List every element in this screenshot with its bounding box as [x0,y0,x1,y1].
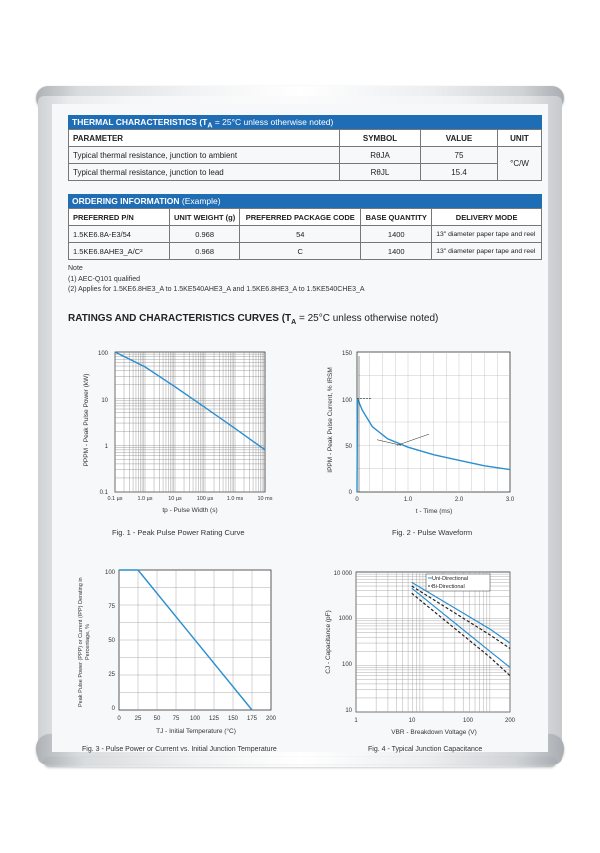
col-package-code: PREFERRED PACKAGE CODE [240,209,361,226]
fig1-ytick: 1 [104,444,108,450]
thermal-section-title: THERMAL CHARACTERISTICS ($T_A = 25^\circ C$ unless otherwise noted) [68,115,542,129]
fig1-ytick: 10 [101,398,108,404]
row-qty: 1400 [361,226,432,243]
table-row [69,147,542,164]
fig2-ytick: 50 [345,444,352,450]
fig1-xlabel: tp - Pulse Width (s) [162,507,218,514]
fig4-xtick: 1 [354,718,358,724]
fig4-ylabel: CJ - Capacitance (pF) [325,610,332,674]
fig1-plot-area [115,352,265,492]
fig1-xtick: 10 ms [257,496,273,502]
row-weight: 0.968 [170,226,240,243]
fig4-ytick: 1000 [338,616,352,622]
row-mode: 13" diameter paper tape and reel [432,243,542,260]
fig3-xtick: 175 [246,716,258,722]
fig3-ytick: 100 [104,570,115,576]
fig3-ytick: 50 [108,638,115,644]
fig3-xtick: 100 [189,716,201,722]
fig4-legend-bi: Bi-Directional [432,584,465,590]
row-symbol: RθJL [340,164,421,181]
row-value: 75 [421,147,498,164]
fig1-ylabel: PPPM - Peak Pulse Power (kW) [83,373,90,467]
can-bottom-lip [44,757,556,767]
row-symbol: RθJA [340,147,421,164]
fig1-ytick: 0.1 [99,490,108,496]
row-param: Typical thermal resistance, junction to lead [69,164,340,181]
col-parameter: PARAMETER [69,130,340,147]
ordering-section-title: ORDERING INFORMATION (Example) [68,194,542,208]
row-mode: 13" diameter paper tape and reel [432,226,542,243]
fig2-xtick: 3.0 [505,497,515,503]
row-unit: °C/W [498,147,542,181]
fig3-caption: Fig. 3 - Pulse Power or Current vs. Initial Junction Temperature [82,746,277,753]
row-code: C [240,243,361,260]
fig3-ytick: 25 [108,672,115,678]
fig3-xtick: 25 [134,716,142,722]
col-value: VALUE [421,130,498,147]
fig2-xtick: 0 [355,497,359,503]
col-delivery-mode: DELIVERY MODE [432,209,542,226]
curves-section-title: RATINGS AND CHARACTERISTICS CURVES ($T_A = 25^\circ C$ unless otherwise noted) [68,313,439,326]
fig4-xtick: 200 [504,718,516,724]
notes-title: Note [68,265,83,272]
fig4-xtick: 100 [462,718,474,724]
fig2-ytick: 0 [348,490,352,496]
row-weight: 0.968 [170,243,240,260]
fig3-xtick: 0 [117,716,121,722]
fig1-xtick: 10 µs [168,496,182,502]
fig2-pulse-waveform-chart [322,342,522,517]
col-unit-weight: UNIT WEIGHT (g) [170,209,240,226]
fig2-xtick: 2.0 [454,497,464,503]
fig3-xtick: 50 [153,716,161,722]
ordering-table [68,208,542,260]
thermal-table [68,129,542,181]
note-1: (1) AEC-Q101 qualified [68,276,140,283]
fig4-xtick: 10 [408,718,416,724]
row-param: Typical thermal resistance, junction to ambient [69,147,340,164]
table-row [69,226,542,243]
fig4-ytick: 100 [341,662,352,668]
fig1-xtick: 1.0 ms [226,496,244,502]
fig1-power-rating-chart [78,342,288,517]
fig3-derating-chart [78,562,288,740]
row-pn: 1.5KE6.8A-E3/54 [69,226,170,243]
fig1-xtick: 100 µs [196,496,214,502]
fig3-ytick: 0 [111,706,115,712]
col-preferred-pn: PREFERRED P/N [69,209,170,226]
fig2-caption: Fig. 2 - Pulse Waveform [392,528,473,537]
row-pn: 1.5KE6.8AHE3_A/C² [69,243,170,260]
fig1-caption: Fig. 1 - Peak Pulse Power Rating Curve [112,528,245,537]
fig3-xtick: 75 [172,716,180,722]
fig3-xtick: 200 [265,716,277,722]
fig3-ytick: 75 [108,604,115,610]
fig1-xtick: 1.0 µs [137,496,153,502]
fig3-xtick: 125 [208,716,220,722]
fig1-ytick: 100 [97,351,108,357]
fig4-capacitance-chart [322,562,522,740]
fig4-ytick: 10 000 [333,571,352,577]
fig4-legend-uni: Uni-Directional [432,576,469,582]
fig2-ylabel: IPPM - Peak Pulse Current, % IRSM [327,367,334,473]
row-qty: 1400 [361,243,432,260]
fig4-ytick: 10 [345,708,352,714]
row-value: 15.4 [421,164,498,181]
fig2-xlabel: t - Time (ms) [415,508,453,515]
fig3-ylabel: Peak Pulse Power (PPP) or Current (IPP) Derating in Percentage, % [78,577,91,707]
table-row [69,164,542,181]
fig2-ytick: 150 [341,351,352,357]
fig2-xtick: 1.0 [403,497,413,503]
table-row [69,243,542,260]
col-base-quantity: BASE QUANTITY [361,209,432,226]
fig1-xtick: 0.1 µs [107,496,123,502]
fig2-ytick: 100 [341,398,352,404]
row-code: 54 [240,226,361,243]
fig4-caption: Fig. 4 - Typical Junction Capacitance [368,746,483,753]
col-symbol: SYMBOL [340,130,421,147]
fig3-xtick: 150 [227,716,239,722]
fig4-xlabel: VBR - Breakdown Voltage (V) [391,729,477,736]
col-unit: UNIT [498,130,542,147]
note-2: (2) Applies for 1.5KE6.8HE3_A to 1.5KE540AHE3_A and 1.5KE6.8HE3_A to 1.5KE540CHE3_A [68,286,365,293]
fig3-xlabel: TJ - Initial Temperature (°C) [156,728,236,735]
